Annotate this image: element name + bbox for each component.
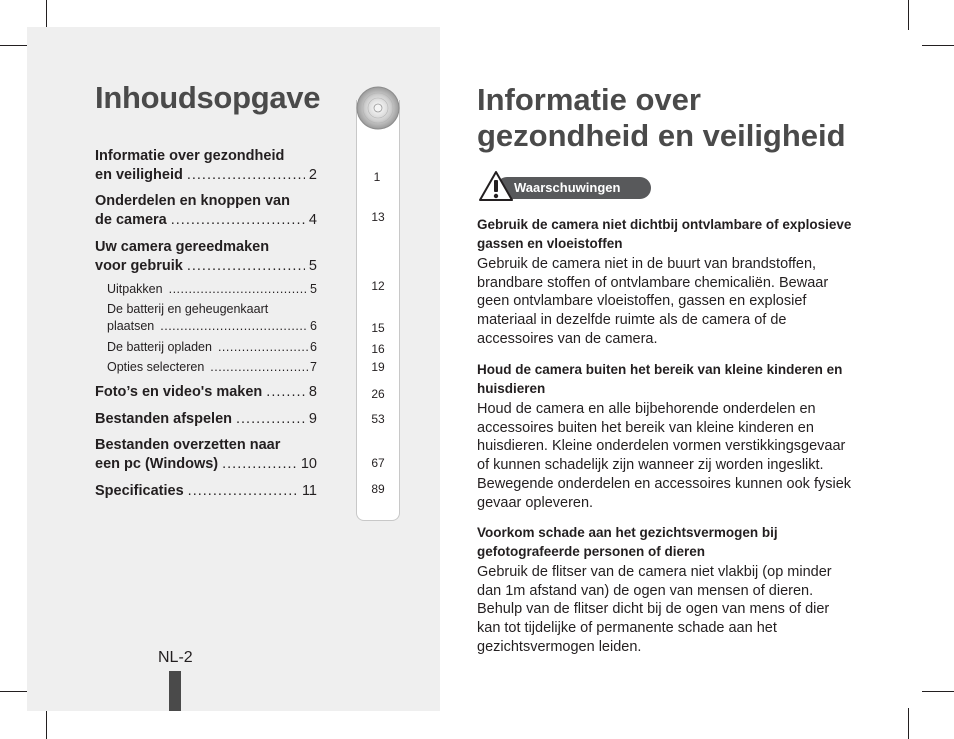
page-title-line2: gezondheid en veiligheid: [477, 118, 846, 153]
toc-entry[interactable]: [95, 192, 317, 230]
toc-leader: [171, 211, 305, 230]
toc-subentry-page: 5: [310, 282, 317, 296]
toc-subentry-title: Uitpakken: [107, 282, 163, 296]
toc-entry-page: 8: [308, 384, 317, 400]
tab-number: 26: [371, 387, 385, 401]
page-marker-bar: [169, 671, 181, 711]
toc-entry-title: Bestanden afspelen: [95, 411, 232, 427]
page-number: NL-2: [158, 649, 193, 666]
section-body: Houd de camera en alle bijbehorende onderdelen en accessoires buiten het bereik van kleine kinderen en huisdieren. Kleine onderdelen vormen verstikkingsgevaar of kunnen schadelijk zijn wanneer zij worden ingeslikt. Bewegende onderdelen en accessoires kunnen ook fysiek gevaar opleveren.: [477, 401, 852, 511]
toc-entry-page: 10: [300, 456, 317, 472]
toc-subentry-page: 6: [310, 319, 317, 333]
section-body: Gebruik de flitser van de camera niet vlakbij (op minder dan 1m afstand van) de ogen van mensen of dieren. Behulp van de flitser dicht bij de ogen van mens of dier kan tot tijdelijke of permanente schade aan het gezichtsvermogen leiden.: [477, 564, 832, 655]
page-title-line1: Informatie over: [477, 82, 701, 117]
toc-subentry-page: 7: [310, 360, 317, 374]
toc-entry-page: 5: [308, 258, 317, 274]
toc-entry-title: en veiligheid: [95, 167, 183, 183]
toc-subentry-title: plaatsen: [107, 319, 155, 333]
section-heading: Voorkom schade aan het gezichtsvermogen bij gefotografeerde personen of dieren: [477, 525, 778, 559]
toc-subentry[interactable]: [107, 281, 317, 298]
toc-leader: [222, 455, 297, 474]
toc-entry-title: voor gebruik: [95, 258, 183, 274]
toc-entry[interactable]: [95, 482, 317, 501]
warning-label: Waarschuwingen: [514, 180, 621, 195]
tab-number: 12: [371, 279, 385, 293]
toc-entry-line1: Uw camera gereedmaken: [95, 239, 270, 255]
toc-entry-line1: Informatie over gezondheid: [95, 148, 285, 164]
toc-leader: [187, 257, 305, 276]
toc-subentry-line1: De batterij en geheugenkaart: [107, 302, 269, 316]
tab-number: 67: [371, 456, 385, 470]
toc-entry-line1: Bestanden overzetten naar: [95, 437, 281, 453]
toc-leader: [169, 281, 308, 298]
toc-entry-page: 2: [308, 167, 317, 183]
toc-leader: [236, 410, 305, 429]
safety-section: [477, 360, 855, 512]
toc-entry-line1: Onderdelen en knoppen van: [95, 193, 290, 209]
toc-subentry[interactable]: [107, 301, 317, 335]
crop-mark: [922, 45, 954, 46]
warning-triangle-icon: [478, 170, 514, 202]
section-body: Gebruik de camera niet in de buurt van brandstoffen, brandbare stoffen of ontvlambare chemicaliën. Bewaar geen ontvlambare vloeistoffen, gassen en explosief materiaal in dezelfde ruimte als de camera of de accessoires van de camera.: [477, 256, 829, 347]
tab-number: 1: [373, 170, 381, 184]
toc-entry[interactable]: [95, 238, 317, 276]
toc-entry-title: een pc (Windows): [95, 456, 219, 472]
toc-entry[interactable]: [95, 410, 317, 429]
toc-entry[interactable]: [95, 383, 317, 402]
toc-title: Inhoudsopgave: [95, 80, 321, 115]
tab-number: 19: [371, 360, 385, 374]
toc-leader: [266, 383, 305, 402]
crop-mark: [908, 0, 909, 30]
toc-entry-page: 4: [308, 212, 317, 228]
crop-mark: [46, 708, 47, 739]
toc-leader: [160, 318, 308, 335]
section-heading: Gebruik de camera niet dichtbij ontvlambare of explosieve gassen en vloeistoffen: [477, 217, 852, 251]
tab-number: 16: [371, 342, 385, 356]
section-heading: Houd de camera buiten het bereik van kleine kinderen en huisdieren: [477, 362, 843, 396]
tab-number: 13: [371, 210, 385, 224]
toc-subentry[interactable]: [107, 339, 317, 356]
page-title: [477, 82, 917, 154]
toc-leader: [188, 482, 298, 501]
toc-leader: [218, 339, 308, 356]
toc-subentry-page: 6: [310, 340, 317, 354]
toc-entry-title: Foto’s en video's maken: [95, 384, 263, 400]
safety-section: [477, 215, 855, 349]
toc-entry[interactable]: [95, 436, 317, 474]
toc-entry-title: Specificaties: [95, 483, 184, 499]
toc-entry-page: 9: [308, 411, 317, 427]
crop-mark: [46, 0, 47, 30]
crop-mark: [908, 708, 909, 739]
tab-number: 89: [371, 482, 385, 496]
disc-icon: [356, 86, 400, 130]
toc-entry-title: de camera: [95, 212, 167, 228]
toc-subentry-title: De batterij opladen: [107, 340, 212, 354]
toc-leader: [210, 359, 308, 376]
toc-entry-page: 11: [301, 483, 317, 499]
toc-subentry-title: Opties selecteren: [107, 360, 205, 374]
crop-mark: [922, 691, 954, 692]
tab-number: 53: [371, 412, 385, 426]
tab-number: 15: [371, 321, 385, 335]
toc-leader: [187, 166, 305, 185]
toc-subentry[interactable]: [107, 359, 317, 376]
safety-section: [477, 523, 855, 657]
toc-entry[interactable]: [95, 147, 317, 185]
